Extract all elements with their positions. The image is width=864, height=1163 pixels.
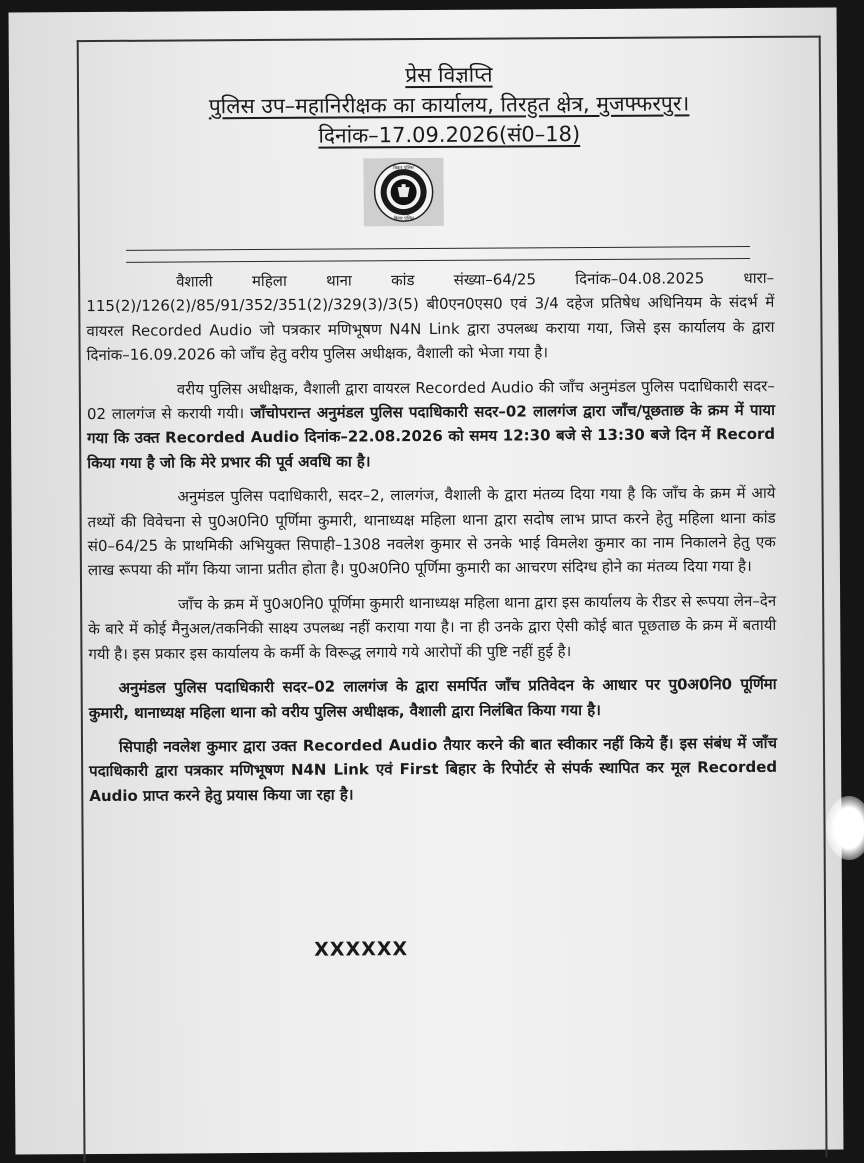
- release-date: दिनांक–17.09.2026(सं0–18): [318, 122, 581, 148]
- office-name: पुलिस उप–महानिरीक्षक का कार्यालय, तिरहुत क्षेत्र, मुजफ्फरपुर।: [208, 91, 690, 119]
- press-release-title: प्रेस विज्ञप्ति: [405, 62, 493, 88]
- paragraph-2: वरीय पुलिस अधीक्षक, वैशाली द्वारा वायरल Recorded Audio की जाँच अनुमंडल पुलिस पदाधिकारी सदर–02 लालगंज से करायी गयी। जाँचोपरान्त अनुमंडल पुलिस पदाधिकारी सदर–02 लालगंज द्वारा जाँच/पूछताछ के क्रम में पाया गया कि उक्त Recorded Audio दिनांक–22.08.2026 को समय 12:30 बजे से 13:30 बजे दिन में Record किया गया है जो कि मेरे प्रभार की पूर्व अवधि का है।: [86, 376, 776, 472]
- header-divider-1: [126, 246, 750, 251]
- paragraph-6: सिपाही नवलेश कुमार द्वारा उक्त Recorded Audio तैयार करने की बात स्वीकार नहीं किये हैं। इस संबंध में जाँच पदाधिकारी द्वारा पत्रकार मणिभूषण N4N Link एवं First बिहार के रिपोर्टर से संपर्क स्थापित कर मूल Recorded Audio प्राप्त करने हेतु प्रयास किया जा रहा है।: [89, 733, 778, 805]
- document-frame: [77, 36, 828, 1163]
- paragraph-4: जाँच के क्रम में पु0अ0नि0 पूर्णिमा कुमारी थानाध्यक्ष महिला थाना द्वारा इस कार्यालय के रीडर से रूपया लेन–देन के बारे में कोई मैनुअल/तकनिकी साक्ष्य उपलब्ध नहीं कराया गया है। ना ही उनके द्वारा ऐसी कोई बात पूछताछ के क्रम में बतायी गयी है। इस प्रकार इस कार्यालय के कर्मी के विरूद्ध लगाये गये आरोपों की पुष्टि नहीं हुई है।: [88, 591, 777, 663]
- police-seal: [363, 158, 443, 226]
- bihar-police-seal-icon: [371, 161, 435, 223]
- paragraph-1: वैशाली महिला थाना कांड संख्या–64/25 दिनांक–04.08.2025 धारा–115(2)/126(2)/85/91/352/351(2)/329(3)/3(5) बी0एन0एस0 एवं 3/4 दहेज प्रतिषेध अधिनियम के संदर्भ में वायरल Recorded Audio जो पत्रकार मणिभूषण N4N Link द्वारा उपलब्ध कराया गया, जिसे इस कार्यालय के द्वारा दिनांक–16.09.2026 को जाँच हेतु वरीय पुलिस अधीक्षक, वैशाली को भेजा गया है।: [86, 268, 775, 365]
- document-header: [79, 58, 820, 153]
- paper-sheet: [9, 7, 844, 1154]
- signature: XXXXXX: [314, 938, 409, 961]
- light-glare: [826, 796, 864, 860]
- svg-text:बिहार पुलिस: बिहार पुलिस: [393, 216, 414, 222]
- svg-text:बिहार पुलिस: बिहार पुलिस: [393, 166, 414, 172]
- header-divider-2: [126, 258, 750, 263]
- paragraph-5: अनुमंडल पुलिस पदाधिकारी सदर–02 लालगंज के द्वारा समर्पित जाँच प्रतिवेदन के आधार पर पु0अ0नि0 पूर्णिमा कुमारी, थानाध्यक्ष महिला थाना को वरीय पुलिस अधीक्षक, वैशाली द्वारा निलंबित किया गया है।: [88, 674, 777, 722]
- paragraph-3: अनुमंडल पुलिस पदाधिकारी, सदर–2, लालगंज, वैशाली के द्वारा मंतव्य दिया गया है कि जाँच के क्रम में आये तथ्यों की विवेचना से पु0अ0नि0 पूर्णिमा कुमारी, थानाध्यक्ष महिला थाना द्वारा सदोष लाभ प्राप्त करने हेतु महिला थाना कांड सं0–64/25 के प्राथमिकी अभियुक्त सिपाही–1308 नवलेश कुमार से उनके भाई विमलेश कुमार का नाम निकालने हेतु एक लाख रूपया की माँग किया जाना प्रतीत होता है। पु0अ0नि0 पूर्णिमा कुमारी का आचरण संदिग्ध होने का मंतव्य दिया गया है।: [87, 484, 776, 580]
- document-body: [86, 266, 777, 818]
